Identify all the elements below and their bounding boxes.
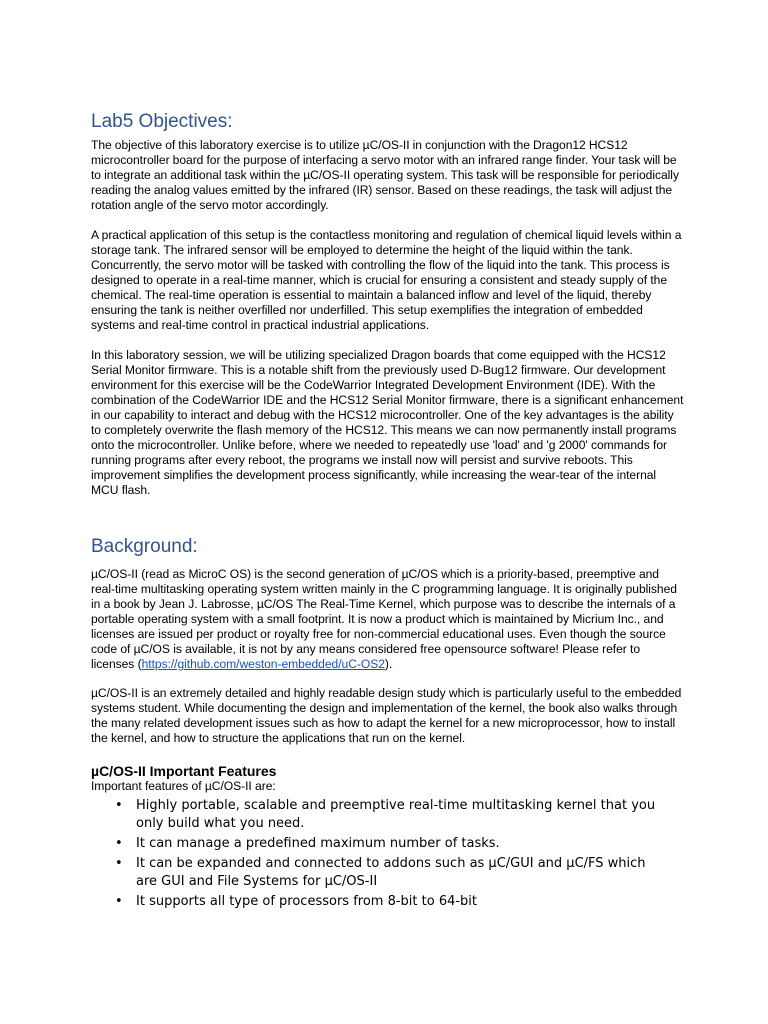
bullet-icon: • xyxy=(115,798,123,813)
background-paragraph-2: µC/OS-II is an extremely detailed and highly readable design study which is particularly useful to the embedded systems student. While documenting the design and implementation of the kernel, the book also walks through the many related development issues such as how to adapt the kernel for a new microprocessor, how to install the kernel, and how to structure the applications that run on the kernel. xyxy=(91,686,682,745)
objectives-paragraph-3: In this laboratory session, we will be utilizing specialized Dragon boards that come equipped with the HCS12 Serial Monitor firmware. This is a notable shift from the previously used D-Bug12 firmware. Our development environment for this exercise will be the CodeWarrior Integrated Development Environment (IDE). With the combination of the CodeWarrior IDE and the HCS12 Serial Monitor firmware, there is a significant enhancement in our capability to interact and debug with the HCS12 microcontroller. One of the key advantages is the ability to completely overwrite the flash memory of the HCS12. This means we can now permanently install programs onto the microcontroller. Unlike before, where we needed to repeatedly use 'load' and 'g 2000' commands for running programs after every reboot, the programs we install now will persist and survive reboots. This improvement simplifies the development process significantly, while increasing the wear-tear of the internal MCU flash. xyxy=(91,348,684,497)
objectives-heading: Lab5 Objectives: xyxy=(91,111,233,132)
bullet-icon: • xyxy=(115,836,123,851)
feature-text: It can manage a predefined maximum number of tasks. xyxy=(136,836,500,851)
background-paragraph-1-end: ). xyxy=(384,657,393,671)
background-paragraph-1 xyxy=(91,567,685,672)
list-item xyxy=(91,797,656,833)
objectives-paragraph-2: A practical application of this setup is the contactless monitoring and regulation of chemical liquid levels within a storage tank. The infrared sensor will be employed to determine the height of the liquid within the tank. Concurrently, the servo motor will be tasked with controlling the flow of the liquid into the tank. This process is designed to operate in a real-time manner, which is crucial for ensuring a consistent and steady supply of the chemical. The real-time operation is essential to maintain a balanced inflow and level of the liquid, thereby ensuring the tank is neither overfilled nor underfilled. This setup exemplifies the integration of embedded systems and real-time control in practical industrial applications. xyxy=(91,228,682,332)
background-paragraph-1-text: µC/OS-II (read as MicroC OS) is the second generation of µC/OS which is a priority-based, preemptive and real-time multitasking operating system written mainly in the C programming language. It is originally published in a book by Jean J. Labrosse, µC/OS The Real-Time Kernel, which purpose was to describe the internals of a portable operating system with a small footprint. It is now a product which is maintained by Micrium Inc., and licenses are issued per product or royalty free for non-commercial educational uses. Even though the source code of µC/OS is available, it is not by any means considered free opensource software! Please refer to licenses ( xyxy=(91,567,677,671)
bullet-icon: • xyxy=(115,894,123,909)
feature-text: It can be expanded and connected to addons such as µC/GUI and µC/FS which are GUI and File Systems for µC/OS-II xyxy=(136,856,646,889)
features-list xyxy=(91,797,685,911)
feature-text: It supports all type of processors from 8-bit to 64-bit xyxy=(136,894,478,909)
license-link[interactable]: https://github.com/weston-embedded/uC-OS2 xyxy=(141,657,385,671)
list-item xyxy=(91,855,656,891)
bullet-icon: • xyxy=(115,856,123,871)
features-intro: Important features of µC/OS-II are: xyxy=(91,779,276,793)
list-item xyxy=(91,893,656,911)
background-heading: Background: xyxy=(91,536,198,557)
list-item xyxy=(91,835,656,853)
objectives-paragraph-1: The objective of this laboratory exercise is to utilize µC/OS-II in conjunction with the Dragon12 HCS12 microcontroller board for the purpose of interfacing a servo motor with an infrared range finder. Your task will be to integrate an additional task within the µC/OS-II operating system. This task will be responsible for periodically reading the analog values emitted by the infrared (IR) sensor. Based on these readings, the task will adjust the rotation angle of the servo motor accordingly. xyxy=(91,138,679,212)
features-heading: µC/OS-II Important Features xyxy=(91,763,277,779)
feature-text: Highly portable, scalable and preemptive real-time multitasking kernel that you only build what you need. xyxy=(136,798,656,831)
document-page xyxy=(91,110,685,913)
